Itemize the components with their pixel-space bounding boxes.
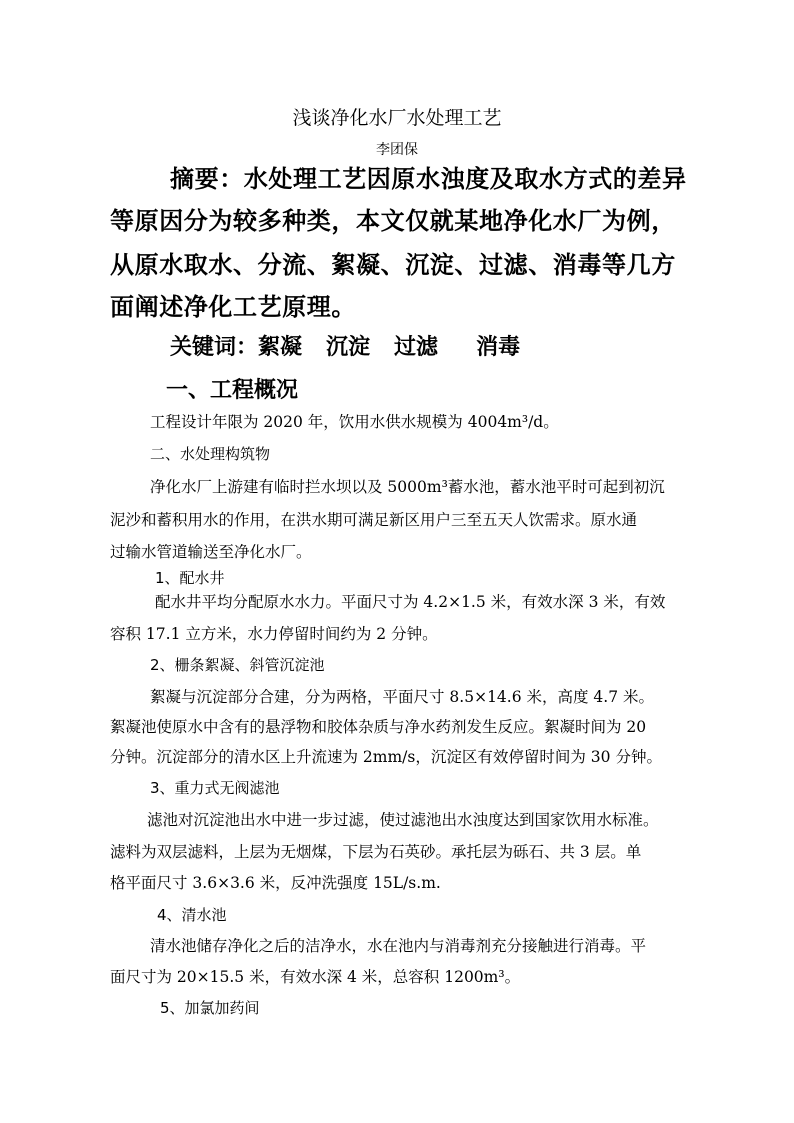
paragraph-line: 絮凝池使原水中含有的悬浮物和胶体杂质与净水药剂发生反应。絮凝时间为 20 <box>110 718 647 736</box>
abstract-line: 等原因分为较多种类，本文仅就某地净化水厂为例， <box>110 206 676 235</box>
paragraph-line: 过输水管道输送至净化水厂。 <box>110 543 312 561</box>
paragraph-line: 泥沙和蓄积用水的作用，在洪水期可满足新区用户三至五天人饮需求。原水通 <box>110 511 638 529</box>
section-heading: 一、工程概况 <box>166 377 299 403</box>
subsection-heading: 3、重力式无阀滤池 <box>150 779 280 797</box>
paragraph-line: 滤池对沉淀池出水中进一步过滤，使过滤池出水浊度达到国家饮用水标准。 <box>147 811 659 829</box>
keyword: 絮凝 <box>258 334 303 360</box>
abstract-line: 摘要：水处理工艺因原水浊度及取水方式的差异 <box>170 164 687 193</box>
section-heading: 二、水处理构筑物 <box>150 445 271 463</box>
subsection-heading: 4、清水池 <box>157 906 227 924</box>
subsection-heading: 1、配水井 <box>155 569 225 587</box>
paragraph-line: 配水井平均分配原水水力。平面尺寸为 4.2×1.5 米，有效水深 3 米，有效 <box>155 593 666 611</box>
paragraph-line: 格平面尺寸 3.6×3.6 米，反冲洗强度 15L/s.m. <box>110 874 441 892</box>
paragraph-line: 容积 17.1 立方米，水力停留时间约为 2 分钟。 <box>110 625 438 643</box>
paragraph-line: 絮凝与沉淀部分合建，分为两格，平面尺寸 8.5×14.6 米，高度 4.7 米。 <box>150 688 655 706</box>
abstract-line: 从原水取水、分流、絮凝、沉淀、过滤、消毒等几方 <box>110 250 676 279</box>
paragraph-line: 分钟。沉淀部分的清水区上升流速为 2mm/s，沉淀区有效停留时间为 30 分钟。 <box>110 748 662 766</box>
document-title: 浅谈净化水厂水处理工艺 <box>292 107 502 129</box>
paragraph-line: 面尺寸为 20×15.5 米，有效水深 4 米，总容积 1200m³。 <box>110 968 521 986</box>
document-author: 李团保 <box>376 142 418 158</box>
paragraph-line: 清水池储存净化之后的洁净水，水在池内与消毒剂充分接触进行消毒。平 <box>150 937 647 955</box>
paragraph-line: 净化水厂上游建有临时拦水坝以及 5000m³蓄水池，蓄水池平时可起到初沉 <box>150 478 665 496</box>
keyword: 消毒 <box>476 334 521 360</box>
subsection-heading: 5、加氯加药间 <box>160 999 260 1017</box>
paragraph-line: 滤料为双层滤料，上层为无烟煤，下层为石英砂。承托层为砾石、共 3 层。单 <box>110 843 642 861</box>
paragraph-line: 工程设计年限为 2020 年，饮用水供水规模为 4004m³/d。 <box>150 413 559 431</box>
keyword: 过滤 <box>394 334 439 360</box>
abstract-line: 面阐述净化工艺原理。 <box>110 292 356 321</box>
subsection-heading: 2、栅条絮凝、斜管沉淀池 <box>150 656 325 674</box>
keywords-line <box>170 333 520 361</box>
keyword: 沉淀 <box>326 334 371 360</box>
keywords-label: 关键词： <box>170 334 259 360</box>
